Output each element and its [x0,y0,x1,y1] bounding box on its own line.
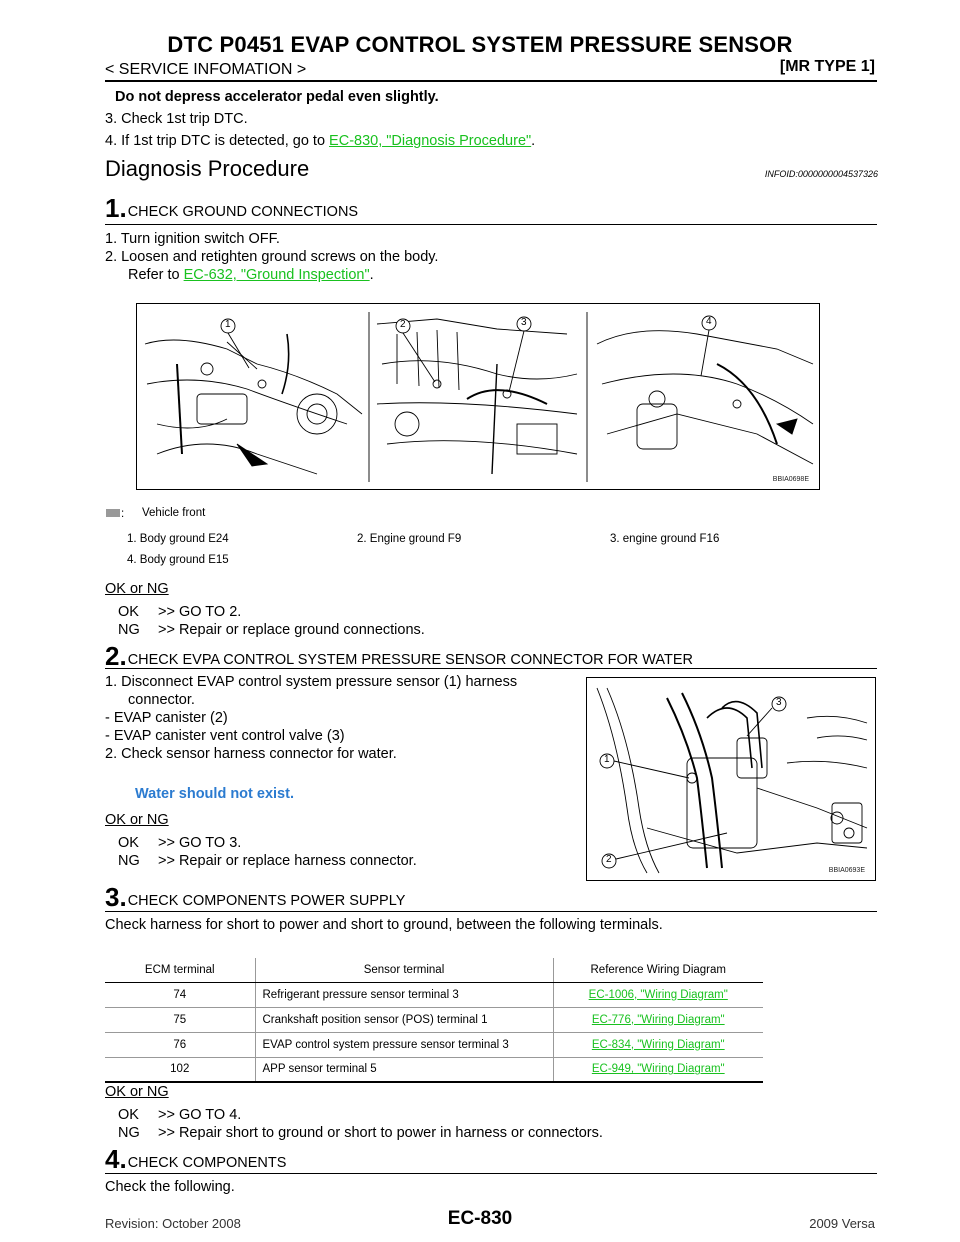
step-1-title: CHECK GROUND CONNECTIONS [127,204,359,220]
step-2-result-ng: NG >> Repair or replace harness connector. [118,853,417,869]
legend-item-2: 2. Engine ground F9 [357,533,462,545]
table-cell-sensor: Refrigerant pressure sensor terminal 3 [255,982,553,1007]
legend-colon: : [121,508,125,520]
intro-step-3: 3. Check 1st trip DTC. [105,111,248,127]
table-row [105,982,763,1007]
wiring-diagram-link[interactable]: EC-949, "Wiring Diagram" [591,1063,725,1076]
step-2-line-2: connector. [128,692,195,708]
legend-item-4: 4. Body ground E15 [127,554,229,566]
step-3-result-ok: OK >> GO TO 4. [118,1107,242,1123]
figure-1-callout-4: 4 [706,316,712,327]
step-2-line-1: 1. Disconnect EVAP control system pressure sensor (1) harness [105,674,518,690]
step-1-line-1: 1. Turn ignition switch OFF. [105,231,280,247]
page-title: DTC P0451 EVAP CONTROL SYSTEM PRESSURE SENSOR [167,32,793,57]
wiring-diagram-link[interactable]: EC-834, "Wiring Diagram" [591,1038,725,1051]
legend-vehicle-front: Vehicle front [142,507,206,519]
step-1-ok-ng: OK or NG [105,581,169,597]
intro-step-4-suffix: . [531,133,536,149]
wiring-diagram-link[interactable]: EC-776, "Wiring Diagram" [591,1013,725,1026]
figure-1-callout-1: 1 [225,319,231,330]
step-3-rule [105,911,877,912]
water-note: Water should not exist. [135,786,294,802]
step-3-result-ng: NG >> Repair short to ground or short to power in harness or connectors. [118,1125,603,1141]
intro-step-4-prefix: 4. If 1st trip DTC is detected, go to [105,133,330,149]
table-cell-ecm: 74 [105,982,255,1007]
table-header-reference: Reference Wiring Diagram [553,958,763,982]
wiring-diagram-link[interactable]: EC-1006, "Wiring Diagram" [588,988,728,1001]
table-cell-reference [553,1032,763,1057]
step-1-refer-suffix: . [369,267,374,283]
engine-bay-illustration [137,304,818,488]
step-1-refer [128,266,374,284]
ground-inspection-link[interactable]: EC-632, "Ground Inspection" [183,267,370,283]
legend-item-1: 1. Body ground E24 [127,533,229,545]
step-2-heading [105,641,693,671]
step-1-number: 1. [105,193,127,223]
info-id: INFOID:0000000004537326 [764,169,878,179]
step-1-rule [105,224,877,225]
intro-step-4 [105,132,535,150]
footer-page-number: EC-830 [447,1208,513,1229]
step-4-heading [105,1144,287,1174]
evap-canister-illustration [587,678,874,879]
table-header-row [105,958,763,982]
step-2-result-ok: OK >> GO TO 3. [118,835,242,851]
table-cell-ecm: 76 [105,1032,255,1057]
step-3-number: 3. [105,882,127,912]
figure-2-callout-1: 1 [604,754,610,765]
step-3-text: Check harness for short to power and short to ground, between the following terminals. [105,917,663,933]
step-4-number: 4. [105,1144,127,1174]
figure-1-callout-2: 2 [400,319,406,330]
step-2-line-4: - EVAP canister vent control valve (3) [105,728,345,744]
warning-text: Do not depress accelerator pedal even slightly. [115,89,439,105]
table-row [105,1032,763,1057]
evap-sensor-figure [586,677,876,881]
step-1-refer-prefix: Refer to [128,267,184,283]
step-4-title: CHECK COMPONENTS [127,1155,287,1171]
table-cell-reference [553,1007,763,1032]
step-2-rule [105,668,877,669]
step-3-heading [105,882,406,912]
table-cell-reference [553,982,763,1007]
model-type-label: [MR TYPE 1] [779,58,875,75]
step-4-text: Check the following. [105,1179,235,1195]
ground-connections-figure [136,303,820,490]
figure-2-callout-3: 3 [776,697,782,708]
step-2-line-5: 2. Check sensor harness connector for water. [105,746,397,762]
step-2-line-3: - EVAP canister (2) [105,710,228,726]
header-rule [105,80,877,82]
step-4-rule [105,1173,877,1174]
table-cell-sensor: Crankshaft position sensor (POS) terminal 1 [255,1007,553,1032]
step-3-ok-ng: OK or NG [105,1084,169,1100]
table-cell-ecm: 102 [105,1057,255,1082]
breadcrumb: < SERVICE INFOMATION > [105,61,307,78]
section-title: Diagnosis Procedure [105,156,310,181]
vehicle-front-arrow-icon [106,509,120,517]
step-2-number: 2. [105,641,127,671]
table-cell-sensor: APP sensor terminal 5 [255,1057,553,1082]
figure-1-callout-3: 3 [521,317,527,328]
step-1-heading [105,193,359,223]
table-cell-reference [553,1057,763,1082]
table-cell-sensor: EVAP control system pressure sensor terminal 3 [255,1032,553,1057]
table-header-ecm-terminal: ECM terminal [105,958,255,982]
figure-2-id: BBIA0693E [828,867,865,874]
footer-model: 2009 Versa [809,1216,875,1231]
step-1-line-2: 2. Loosen and retighten ground screws on the body. [105,249,439,265]
table-cell-ecm: 75 [105,1007,255,1032]
step-1-result-ok: OK >> GO TO 2. [118,604,242,620]
step-1-result-ng: NG >> Repair or replace ground connections. [118,622,425,638]
step-2-ok-ng: OK or NG [105,812,169,828]
figure-1-id: BBIA0698E [772,476,809,483]
table-row [105,1057,763,1082]
terminal-table [105,958,763,1083]
table-header-sensor-terminal: Sensor terminal [255,958,553,982]
legend-item-3: 3. engine ground F16 [610,533,720,545]
step-2-title: CHECK EVPA CONTROL SYSTEM PRESSURE SENSOR CONNECTOR FOR WATER [127,652,693,668]
footer-revision: Revision: October 2008 [105,1216,241,1231]
diagnosis-procedure-link[interactable]: EC-830, "Diagnosis Procedure" [329,133,532,149]
step-3-title: CHECK COMPONENTS POWER SUPPLY [127,893,406,909]
figure-2-callout-2: 2 [606,854,612,865]
table-row [105,1007,763,1032]
